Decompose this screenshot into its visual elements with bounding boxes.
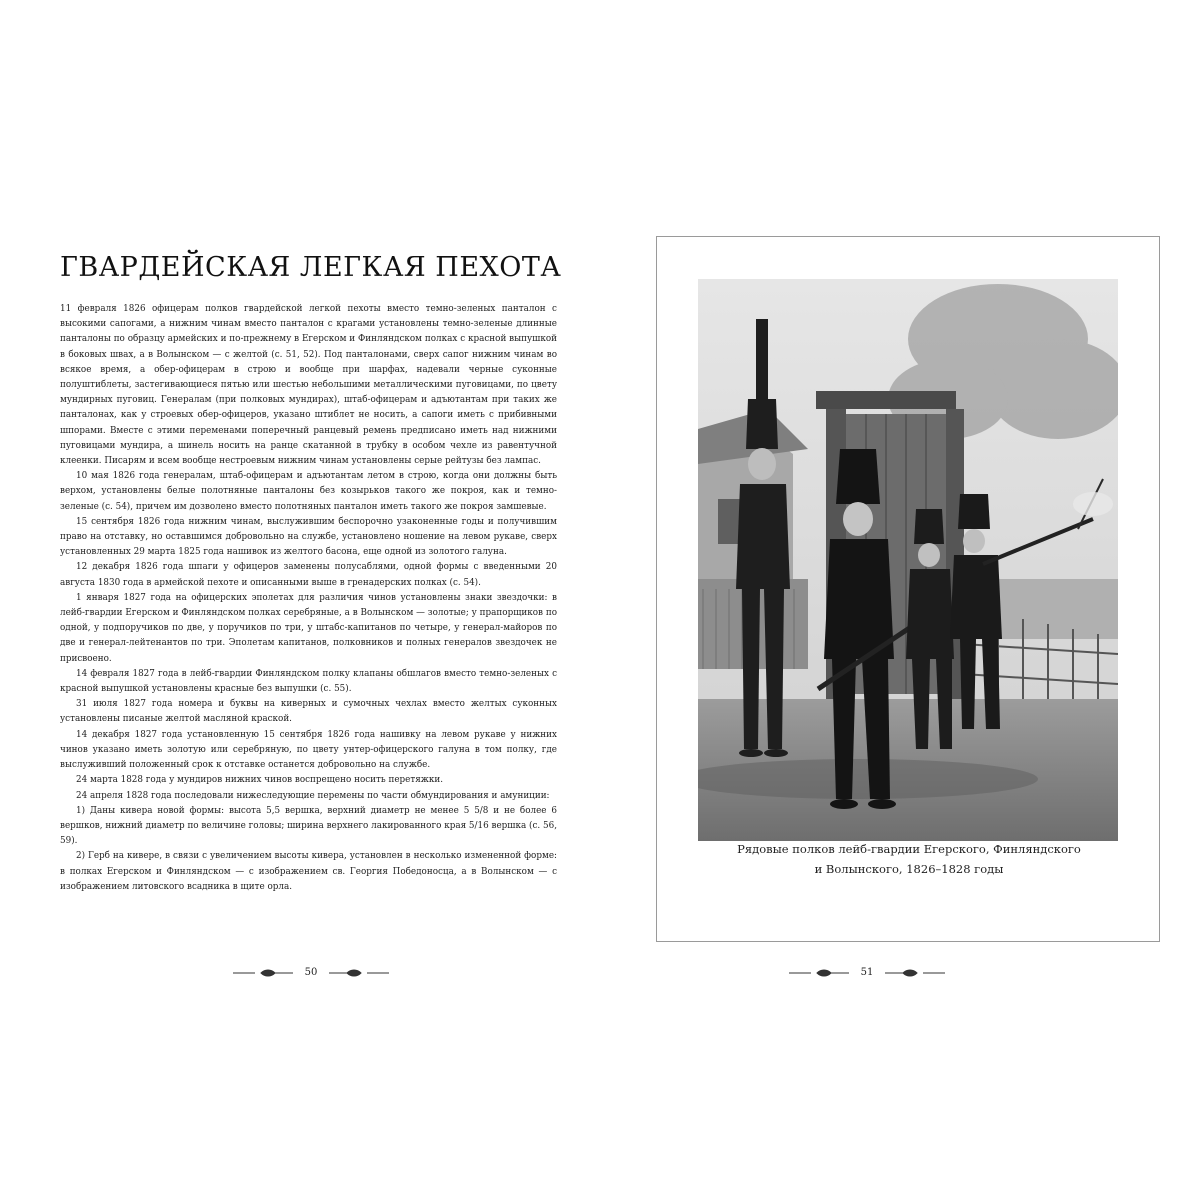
paragraph: 24 марта 1828 года у мундиров нижних чинов воспрещено носить перетяжки.: [76, 775, 444, 786]
paragraph: 15 сентября 1826 года нижним чинам, выслужившим беспорочно узаконенные годы и получившим право на отставку, но оставшимся добровольно на службе, установлено ношение на левом рукаве, сверх установленных 29 марта 1825 года нашивок из желтого басона, еще одной из золотого галуна.: [60, 516, 557, 558]
soldiers-scene-icon: [698, 279, 1118, 841]
right-ornament-icon: [883, 968, 947, 978]
left-ornament-icon: [787, 968, 851, 978]
body-text: [60, 302, 557, 895]
paragraph: 1) Даны кивера новой формы: высота 5,5 вершка, верхний диаметр не менее 5 5/8 и не более 6 вершков, нижний диаметр по величине головы; ширина верхнего лакированного края 5/16 вершка (с. 56, 59).: [60, 805, 557, 847]
illustration-frame: [656, 236, 1160, 942]
paragraph: 31 июля 1827 года номера и буквы на киверных и сумочных чехлах вместо желтых суконных установлены писаные желтой масляной краской.: [60, 699, 557, 725]
page-number: 51: [860, 967, 874, 978]
paragraph: 12 декабря 1826 года шпаги у офицеров заменены полусаблями, одной формы с введенными 20 августа 1830 года в армейской пехоте и описанными выше в гренадерских полках (с. 54).: [60, 562, 557, 588]
paragraph: 1 января 1827 года на офицерских эполетах для различия чинов установлены знаки звездочки: в лейб-гвардии Егерском и Финляндском полках серебряные, а в Волынском — золотые; у прапорщиков по одной, у подпоручиков по две, у поручиков по три, у штабс-капитанов по четыре, у генерал-майоров по две и генерал-лейтенантов по три. Эполетам капитанов, полковников и полных генералов звездочек не присвоено.: [60, 592, 557, 664]
page-title: ГВАРДЕЙСКАЯ ЛЕГКАЯ ПЕХОТА: [60, 252, 562, 283]
illustration-caption: [697, 839, 1121, 879]
page-number-left: [211, 967, 411, 978]
paragraph: 24 апреля 1828 года последовали нижеследующие перемены по части обмундирования и амуниции:: [76, 790, 550, 801]
paragraph: 11 февраля 1826 офицерам полков гвардейской легкой пехоты вместо темно-зеленых панталон с высокими сапогами, а нижним чинам вместо панталон с крагами установлены темно-зеленые длинные панталоны по образцу армейских и по-прежнему в Егерском и Финляндском полках с красной выпушкой в боковых швах, а в Волынском — с желтой (с. 51, 52). Под панталонами, сверх сапог нижним чинам во всякое время, а обер-офицерам в строю и вообще при шарфах, надевали черные суконные полуштиблеты, застегивающиеся пятью или шестью небольшими металлическими пуговицами, по цвету мундирных пуговиц. Генералам (при полковых мундирах), штаб-офицерам и адъютантам при таких же панталонах, как у строевых обер-офицеров, указано штиблет не носить, а сапоги иметь с прибивными шпорами. Вместе с этими переменами поперечный ранцевый ремень предписано иметь над нижними пуговицами мундира, а шинель носить на ранце скатанной в трубку в особом чехле из равентучной клеенки. Писарям и всем вообще нестроевым нижним чинам установлены серые рейтузы без лампас.: [60, 304, 557, 467]
caption-line-2: и Волынского, 1826–1828 годы: [814, 862, 1004, 876]
paragraph: 14 декабря 1827 года установленную 15 сентября 1826 года нашивку на левом рукаве у нижних чинов указано иметь золотую или серебряную, по цвету унтер-офицерского галуна в том полку, где выслуживший положенный срок к отставке останется добровольно на службе.: [60, 729, 557, 771]
page-number-right: [767, 967, 967, 978]
right-ornament-icon: [327, 968, 391, 978]
caption-line-1: Рядовые полков лейб-гвардии Егерского, Финляндского: [737, 842, 1081, 856]
page-number: 50: [304, 967, 318, 978]
paragraph: 14 февраля 1827 года в лейб-гвардии Финляндском полку клапаны обшлагов вместо темно-зеленых с красной выпушкой установлены красные без выпушки (с. 55).: [60, 668, 557, 695]
left-ornament-icon: [231, 968, 295, 978]
lithograph-illustration: [698, 279, 1118, 841]
paragraph: 2) Герб на кивере, в связи с увеличением высоты кивера, установлен в несколько измененной форме: в полках Егерском и Финляндском — с изображением св. Георгия Победоносца, а в Волынском — с изображением литовского всадника в щите орла.: [60, 851, 557, 892]
paragraph: 10 мая 1826 года генералам, штаб-офицерам и адъютантам летом в строю, когда они должны быть верхом, установлены белые полотняные панталоны без козырьков такого же покроя, как и темно-зеленые (с. 54), причем им дозволено вместо полотняных панталон иметь такого же покроя замшевые.: [60, 471, 557, 512]
